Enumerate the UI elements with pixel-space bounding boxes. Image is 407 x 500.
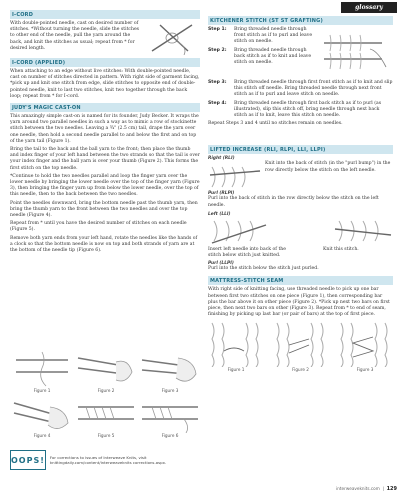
magic-p3: *Continue to hold the two needles parallel and loop the finger yarn over the lower needle by bringing the lower needle over the top of the finger yarn (Figure 3), then bringing the finger yarn up from below the lower needle, over the top of this needle, then to the back between the two needles. bbox=[10, 173, 200, 198]
magic-cast-on-heading: JUDY'S MAGIC CAST-ON bbox=[10, 103, 200, 112]
mattress-figure-2 bbox=[273, 321, 329, 372]
magic-figure-5-caption: Figure 5 bbox=[97, 433, 115, 438]
mattress-figure-3 bbox=[337, 321, 393, 372]
magic-figures bbox=[12, 348, 200, 438]
magic-figure-4 bbox=[12, 395, 72, 438]
magic-p6: Remove both yarn ends from your left hand, rotate the needles like the hands of a clock so that the bottom needle is now on top and both strands of yarn are at the bottom of the needle tip (Figure 6). bbox=[10, 235, 198, 254]
footer-site: interweaveknits.com bbox=[336, 486, 380, 491]
kitchener-step-1 bbox=[208, 27, 316, 46]
kitchener-step-3 bbox=[208, 80, 393, 99]
kitchener-heading: KITCHENER STITCH (ST ST GRAFTING) bbox=[208, 16, 393, 25]
mattress-figure-1-caption: Figure 1 bbox=[227, 367, 245, 373]
step-label: Step 3: bbox=[208, 80, 227, 85]
left-column bbox=[10, 10, 200, 256]
step-text: Bring threaded needle through front stitch as if to purl and leave stitch on needle. bbox=[234, 27, 313, 45]
rlpi-text: Purl into the back of stitch in the row directly below the stitch on the left needle. bbox=[208, 196, 379, 208]
magic-p4: Point the needles downward, bring the bottom needle past the thumb yarn, then bring the thumb yarn to the front between the two needles and over the top needle (Figure 4). bbox=[10, 200, 198, 219]
mattress-figure-2-caption: Figure 2 bbox=[292, 367, 309, 373]
purl-llpi-label: Purl (LLPI) bbox=[208, 261, 234, 267]
step-label: Step 4: bbox=[208, 100, 227, 106]
magic-figure-3-caption: Figure 3 bbox=[161, 388, 179, 393]
step-text: Bring threaded needle through back stitch as if to knit and leave stitch on needle. bbox=[234, 47, 312, 66]
rli-text: Knit into the back of stitch (in the "purl bump") in the row directly below the stitch on the left needle. bbox=[265, 161, 391, 173]
page-number: 129 bbox=[386, 486, 397, 492]
rli-illustration bbox=[208, 161, 262, 191]
oops-logo: OOPS! bbox=[10, 450, 46, 470]
icord-applied-heading: I-CORD (APPLIED) bbox=[10, 58, 200, 67]
step-label: Step 1: bbox=[208, 27, 227, 32]
magic-figure-6 bbox=[140, 395, 200, 438]
page-footer: interweaveknits.com | 129 bbox=[336, 486, 397, 492]
magic-p1: This amazingly simple cast-on is named for its founder, Judy Becker. It wraps the yarn around two parallel needles in such a way as to mimic a row of stockinette stitch between the two needles. Leaving a ¾" (2.5 cm) tail, drape the yarn over one needle, then hold a second needle parallel to and below the first and on top of the yarn tail (Figure 1). bbox=[10, 114, 199, 144]
magic-figure-1 bbox=[12, 348, 72, 393]
step-text: Bring threaded needle through first front stitch as if to knit and slip this stitch off needle. Bring threaded needle through next front stitch as if to purl and leave stitch on needle. bbox=[234, 80, 393, 98]
kitchener-step-4 bbox=[208, 101, 393, 120]
mattress-heading: MATTRESS-STITCH SEAM bbox=[208, 276, 393, 285]
step-text: Bring threaded needle through first back stitch as if to purl (as illustrated), slip this stitch off, bring needle through next back stitch as if to knit, leave this stitch on needle. bbox=[234, 100, 382, 119]
kitchener-step-2 bbox=[208, 48, 316, 67]
mattress-figure-1 bbox=[208, 321, 264, 372]
mattress-text: With right side of knitting facing, use threaded needle to pick up one bar between first two stitches on one piece (Figure 1), then corresponding bar plus the bar above it on other piece (Figure 2). *Pick up next two bars on first piece, then next two bars on other (Figure 3). Repeat from * to end of seam, finishing by picking up last bar (or pair of bars) at the top of first piece. bbox=[208, 287, 390, 318]
magic-p5: Repeat from * until you have the desired number of stitches on each needle (Figure 5). bbox=[10, 221, 187, 233]
lifted-increase-heading: LIFTED INCREASE (RLI, RLPI, LLI, LLPI) bbox=[208, 145, 393, 154]
icord-text: With double-pointed needle, cast on desired number of stitches. *Without turning the needle, slide the stitches to other end of the needle, pull the yarn around the back, and knit the stitches as usual; repeat from * for desired length. bbox=[10, 21, 140, 51]
magic-p2: Bring the tail to the back and the ball yarn to the front; then place the thumb and index finger of your left hand between the two strands so that the tail is over your index finger and the ball yarn is over your thumb (Figure 2). This forms the first stitch on the top needle. bbox=[10, 147, 200, 171]
magic-figure-2 bbox=[76, 348, 136, 393]
magic-figure-3 bbox=[140, 348, 200, 393]
magic-figure-5 bbox=[76, 395, 136, 438]
oops-text: For corrections to issues of Interweave Knits, visit knittingdaily.com/content/interweaveknits corrections.aspx. bbox=[49, 455, 167, 465]
lli-caption-1: Insert left needle into back of the stitch below stitch just knitted. bbox=[208, 246, 286, 259]
icord-heading: I-CORD bbox=[10, 10, 200, 19]
magic-figure-4-caption: Figure 4 bbox=[33, 433, 51, 438]
llpi-text: Purl into the stitch below the stitch just purled. bbox=[208, 266, 319, 272]
mattress-figure-3-caption: Figure 3 bbox=[356, 367, 374, 373]
oops-corrections bbox=[10, 451, 198, 469]
right-rli-label: Right (RLI) bbox=[208, 156, 235, 162]
lli-caption-2: Knit this stitch. bbox=[323, 246, 359, 252]
step-label: Step 2: bbox=[208, 47, 227, 53]
left-lli-label: Left (LLI) bbox=[208, 211, 231, 217]
magic-figure-6-caption: Figure 6 bbox=[161, 433, 179, 438]
icord-applied-text: When attaching to an edge without live stitches: With double-pointed needle, cast on number of stitches directed in pattern. With right side of garment facing, *pick up and knit one stitch from edge, slide stitches to opposite end of double-pointed needle, knit to last two stitches, knit two together through the back loop; repeat from * for I-cord. bbox=[10, 69, 200, 99]
purl-rlpi-label: Purl (RLPI) bbox=[208, 191, 235, 197]
magic-figure-2-caption: Figure 2 bbox=[97, 388, 115, 393]
icord-illustration bbox=[148, 21, 196, 55]
mattress-figures bbox=[208, 321, 393, 372]
section-tab: glossary bbox=[341, 2, 397, 13]
magic-figure-1-caption: Figure 1 bbox=[33, 388, 51, 393]
kitchener-repeat: Repeat Steps 3 and 4 until no stitches remain on needles. bbox=[208, 121, 343, 127]
lli-illustration-1 bbox=[208, 217, 268, 247]
right-column bbox=[208, 16, 393, 372]
lli-illustration-2 bbox=[333, 217, 393, 247]
kitchener-illustration bbox=[322, 27, 390, 77]
